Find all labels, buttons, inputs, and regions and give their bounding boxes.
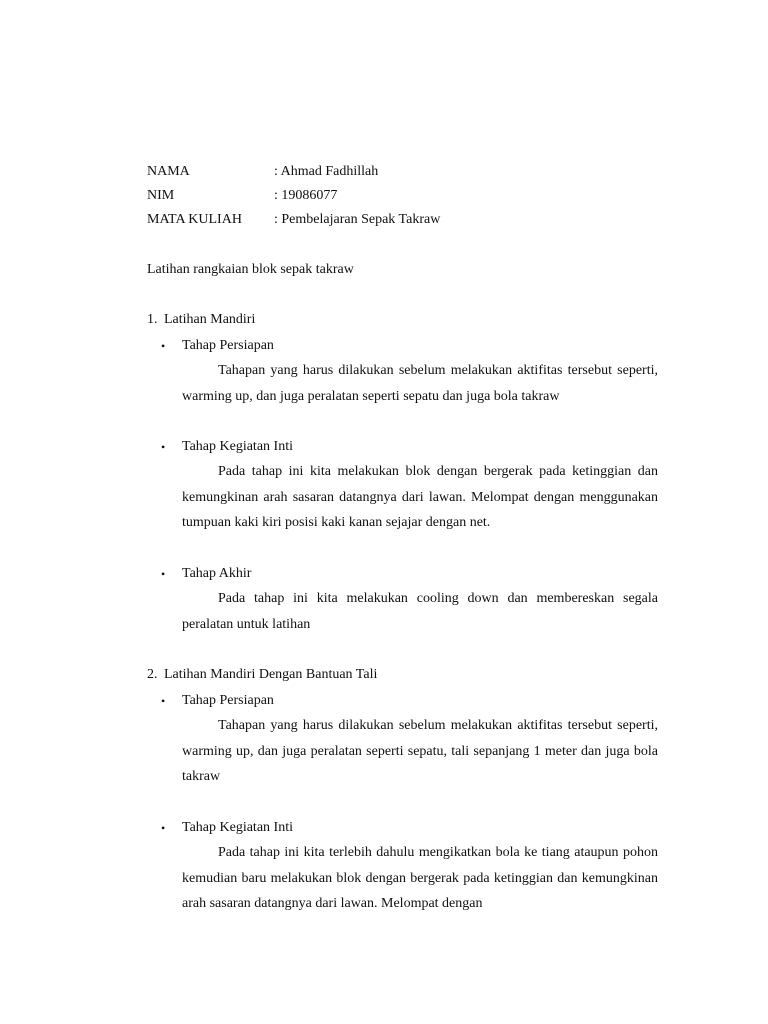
course-label: MATA KULIAH	[147, 212, 242, 227]
nim-value: : 19086077	[274, 188, 338, 203]
stage-description: Pada tahap ini kita melakukan blok dengan bergerak pada ketinggian dan kemungkinan arah sasaran datangnya dari lawan. Melompat dengan menggunakan tumpuan kaki kiri posisi kaki kanan sejajar dengan net.	[182, 464, 658, 531]
document-page	[147, 160, 658, 917]
section-title: Latihan Mandiri Dengan Bantuan Tali	[164, 667, 378, 683]
section-latihan-mandiri	[147, 308, 658, 637]
stage-item	[147, 334, 658, 409]
stage-title: Tahap Persiapan	[182, 338, 274, 353]
section-latihan-mandiri-tali	[147, 663, 658, 917]
stage-item	[147, 562, 658, 637]
nim-row	[147, 184, 658, 208]
stage-description: Tahapan yang harus dilakukan sebelum melakukan aktifitas tersebut seperti, warming up, dan juga peralatan seperti sepatu, tali sepanjang 1 meter dan juga bola takraw	[182, 718, 658, 785]
stage-description: Pada tahap ini kita terlebih dahulu mengikatkan bola ke tiang ataupun pohon kemudian baru melakukan blok dengan bergerak pada ketinggian dan kemungkinan arah sasaran datangnya dari lawan. Melompat dengan	[182, 844, 658, 912]
stage-heading	[147, 689, 658, 713]
stage-heading	[147, 435, 658, 459]
nim-label: NIM	[147, 188, 175, 203]
course-row	[147, 208, 658, 232]
stage-heading	[147, 562, 658, 586]
stage-heading	[147, 334, 658, 358]
name-value: : Ahmad Fadhillah	[274, 164, 379, 179]
stage-title: Tahap Kegiatan Inti	[182, 819, 293, 835]
section-heading	[147, 663, 658, 687]
section-title: Latihan Mandiri	[164, 312, 256, 327]
stage-item	[147, 689, 658, 790]
section-heading	[147, 308, 658, 332]
name-row	[147, 160, 658, 184]
student-info	[147, 160, 658, 232]
stage-item	[147, 816, 658, 917]
section-number: 1.	[147, 312, 158, 327]
bullet-icon: •	[161, 566, 166, 581]
stage-description: Pada tahap ini kita melakukan cooling down dan membereskan segala peralatan untuk latihan	[182, 590, 658, 632]
stage-heading	[147, 816, 658, 840]
stage-description: Tahapan yang harus dilakukan sebelum melakukan aktifitas tersebut seperti, warming up, dan juga peralatan seperti sepatu dan juga bola takraw	[182, 363, 658, 404]
course-value: : Pembelajaran Sepak Takraw	[274, 212, 441, 227]
stage-item	[147, 435, 658, 536]
section-number: 2.	[147, 667, 158, 683]
bullet-icon: •	[161, 339, 166, 353]
document-title: Latihan rangkaian blok sepak takraw	[147, 262, 354, 277]
bullet-icon: •	[161, 694, 166, 709]
name-label: NAMA	[147, 164, 190, 179]
stage-title: Tahap Akhir	[182, 565, 252, 581]
bullet-icon: •	[161, 440, 166, 455]
bullet-icon: •	[161, 820, 166, 835]
stage-title: Tahap Kegiatan Inti	[182, 439, 293, 455]
stage-title: Tahap Persiapan	[182, 693, 274, 709]
